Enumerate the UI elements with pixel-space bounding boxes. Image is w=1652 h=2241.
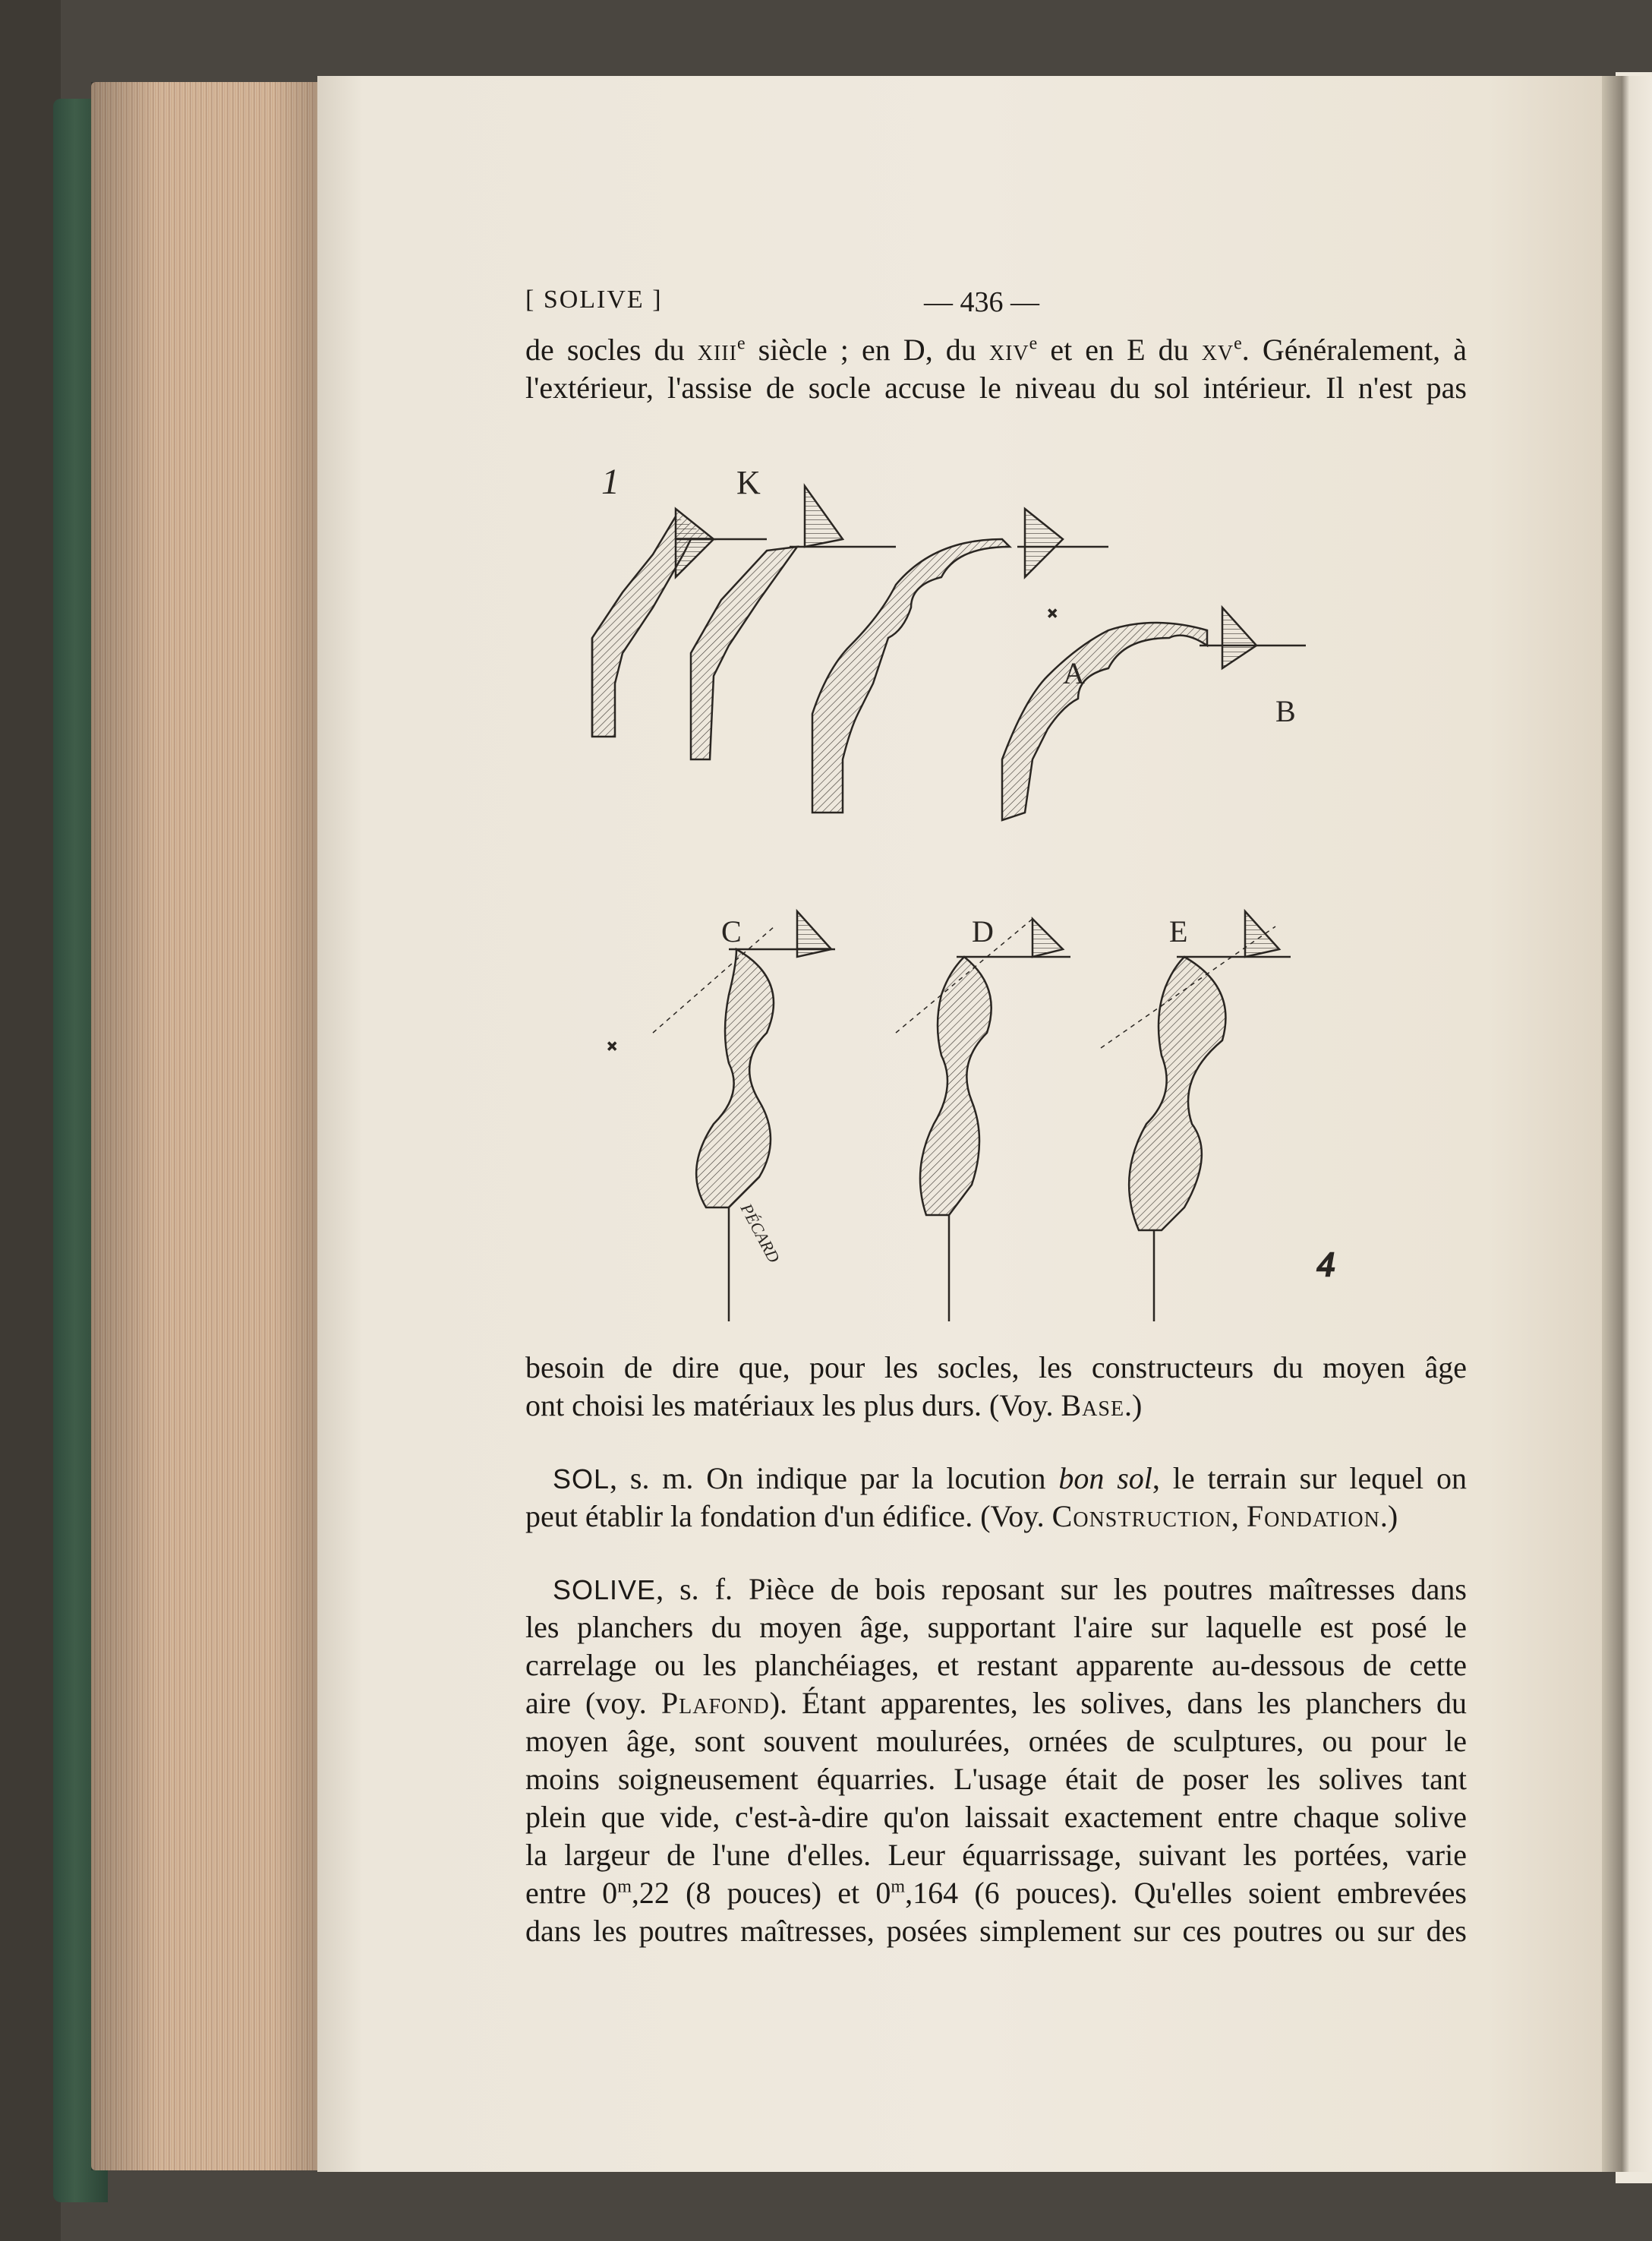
engraver-signature: PÉCARD — [736, 1200, 784, 1266]
running-title: [ SOLIVE ] — [525, 286, 663, 314]
profile-b — [1002, 608, 1306, 820]
gutter — [1602, 76, 1652, 2172]
svg-text:4: 4 — [1317, 1245, 1335, 1283]
label-d: D — [972, 914, 994, 948]
figure-number: 1 — [601, 462, 620, 502]
text-line: SOL, s. m. On indique par la locution bon sol, le terrain sur lequel on — [553, 1461, 1467, 1495]
text-line: besoin de dire que, pour les socles, les constructeurs du moyen âge — [525, 1350, 1467, 1384]
running-header — [525, 286, 1482, 324]
moulding-profiles-figure — [577, 456, 1488, 1321]
headword-sol: SOL — [553, 1463, 610, 1495]
background — [0, 0, 61, 2241]
text-line: l'extérieur, l'assise de socle accuse le niveau du sol intérieur. Il n'est pas — [525, 371, 1467, 405]
label-e: E — [1169, 914, 1188, 948]
label-b: B — [1275, 694, 1296, 728]
profile-d — [896, 919, 1070, 1321]
text-line: moins soigneusement équarries. L'usage était de poser les solives tant — [525, 1762, 1467, 1796]
profile-k — [691, 486, 896, 759]
profile-e — [1101, 911, 1335, 1321]
text-line: les planchers du moyen âge, supportant l'aire sur laquelle est posé le — [525, 1610, 1467, 1644]
text-line: ont choisi les matériaux les plus durs. (Voy. Base.) — [525, 1388, 1143, 1422]
headword-solive: SOLIVE — [553, 1574, 657, 1605]
text-line: peut établir la fondation d'un édifice. (Voy. Construction, Fondation.) — [525, 1499, 1398, 1533]
svg-text:×: × — [607, 1037, 617, 1056]
text-line: plein que vide, c'est-à-dire qu'on laissait exactement entre chaque solive — [525, 1800, 1467, 1834]
text-line: entre 0$^m$,22 (8 pouces) et 0$^m$,164 (6 pouces). Qu'elles soient embrevées — [525, 1876, 1467, 1910]
profile-c — [607, 911, 835, 1321]
text-line: carrelage ou les planchéiages, et restant apparente au-dessous de cette — [525, 1648, 1467, 1682]
page-number: — 436 — — [924, 286, 1039, 318]
text-line: la largeur de l'une d'elles. Leur équarrissage, suivant les portées, varie — [525, 1838, 1467, 1872]
svg-text:×: × — [1048, 604, 1058, 623]
text-line: SOLIVE, s. f. Pièce de bois reposant sur les poutres maîtresses dans — [553, 1572, 1467, 1606]
text-line: moyen âge, sont souvent moulurées, ornées de sculptures, ou pour le — [525, 1724, 1467, 1758]
text-line: dans les poutres maîtresses, posées simplement sur ces poutres ou sur des — [525, 1914, 1467, 1948]
label-k: K — [736, 464, 761, 501]
label-c: C — [721, 914, 742, 948]
text-line: de socles du xiii$^e$ siècle ; en D, du xiv$^e$ et en E du $xv^e$. Généralement, à — [525, 333, 1468, 367]
text-line: aire (voy. Plafond). Étant apparentes, les solives, dans les planchers du — [525, 1686, 1467, 1720]
